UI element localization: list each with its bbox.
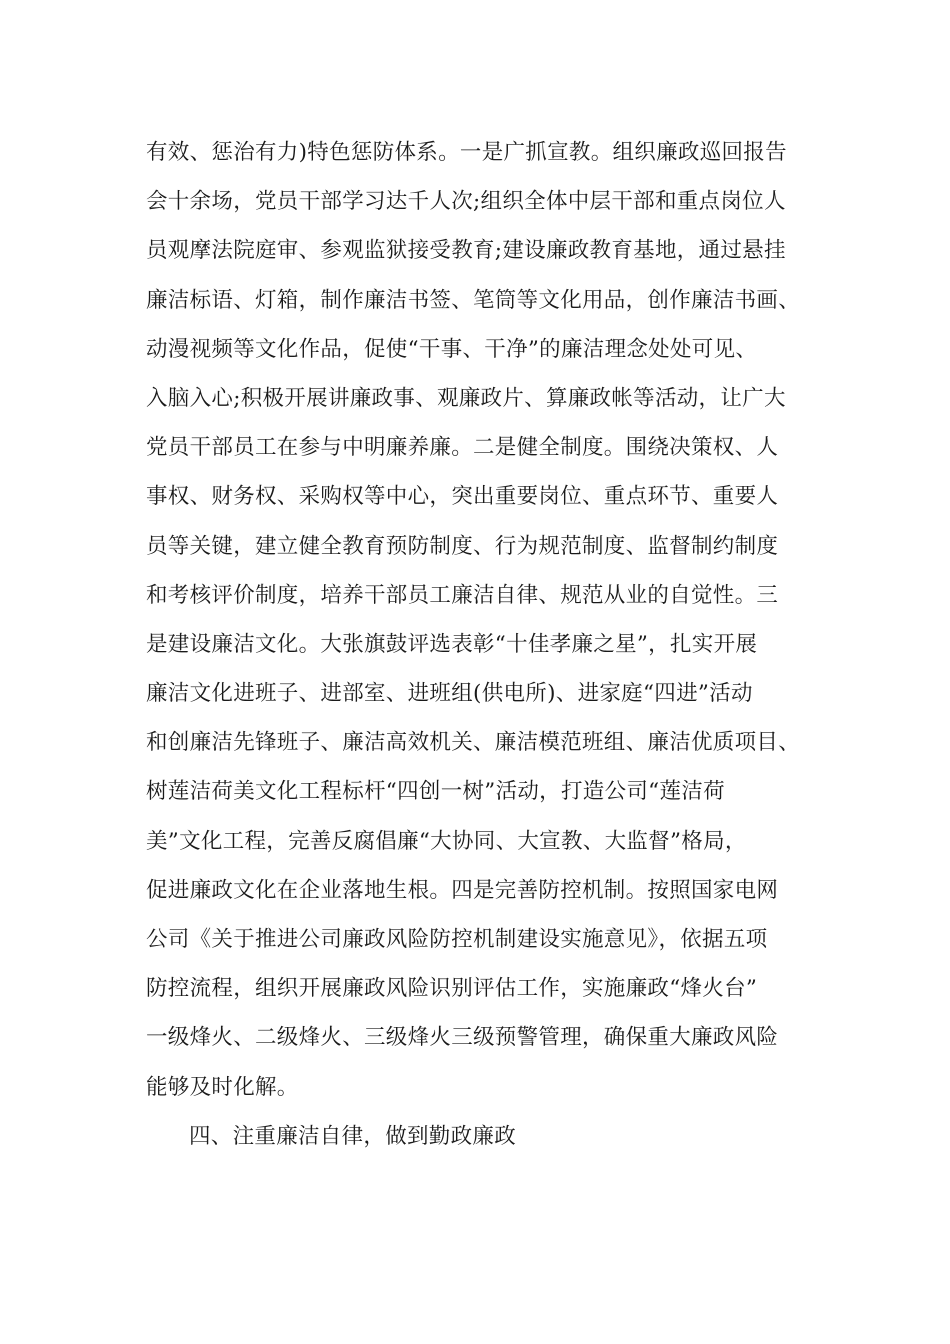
paragraph-line: 和考核评价制度，培养干部员工廉洁自律、规范从业的自觉性。三 (146, 582, 779, 608)
paragraph-line: 党员干部员工在参与中明廉养廉。二是健全制度。围绕决策权、人 (146, 435, 779, 461)
paragraph-line: 能够及时化解。 (146, 1074, 299, 1100)
paragraph-line: 和创廉洁先锋班子、廉洁高效机关、廉洁模范班组、廉洁优质项目、 (146, 730, 801, 756)
paragraph (146, 128, 806, 1112)
paragraph-line: 入脑入心;积极开展讲廉政事、观廉政片、算廉政帐等活动，让广大 (146, 385, 786, 411)
paragraph-line: 防控流程，组织开展廉政风险识别评估工作，实施廉政“烽火台” (146, 976, 758, 1002)
paragraph-line: 动漫视频等文化作品，促使“干事、干净”的廉洁理念处处可见、 (146, 336, 758, 362)
document-body (146, 128, 806, 1161)
paragraph-line: 公司《关于推进公司廉政风险防控机制建设实施意见》，依据五项 (146, 927, 768, 952)
paragraph-line: 员等关键，建立健全教育预防制度、行为规范制度、监督制约制度 (146, 533, 779, 559)
paragraph-line: 员观摩法院庭审、参观监狱接受教育;建设廉政教育基地，通过悬挂 (146, 238, 786, 264)
paragraph-line: 美”文化工程，完善反腐倡廉“大协同、大宣教、大监督”格局， (146, 828, 747, 854)
paragraph-line: 廉洁标语、灯箱，制作廉洁书签、笔筒等文化用品，创作廉洁书画、 (146, 287, 801, 313)
paragraph-line: 会十余场，党员干部学习达千人次;组织全体中层干部和重点岗位人 (146, 189, 786, 215)
paragraph-line: 树莲洁荷美文化工程标杆“四创一树”活动，打造公司“莲洁荷 (146, 779, 725, 805)
paragraph-line: 促进廉政文化在企业落地生根。四是完善防控机制。按照国家电网 (146, 877, 779, 903)
section-heading: 四、注重廉洁自律，做到勤政廉政 (189, 1123, 517, 1149)
paragraph-line: 有效、惩治有力)特色惩防体系。一是广抓宣教。组织廉政巡回报告 (146, 140, 787, 165)
paragraph-line: 是建设廉洁文化。大张旗鼓评选表彰“十佳孝廉之星”，扎实开展 (146, 631, 758, 657)
paragraph-line: 事权、财务权、采购权等中心，突出重要岗位、重点环节、重要人 (146, 484, 779, 510)
paragraph-line: 一级烽火、二级烽火、三级烽火三级预警管理，确保重大廉政风险 (146, 1025, 779, 1051)
paragraph-line: 廉洁文化进班子、进部室、进班组(供电所)、进家庭“四进”活动 (146, 681, 753, 707)
